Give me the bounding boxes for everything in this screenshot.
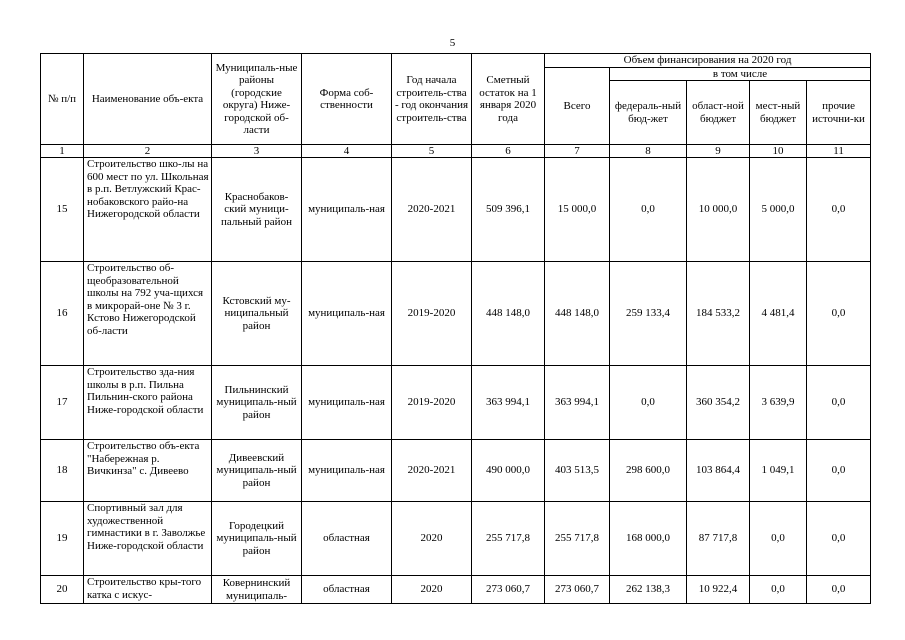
row-number: 19 bbox=[41, 502, 84, 576]
column-index: 1 bbox=[41, 145, 84, 158]
funding-total: 15 000,0 bbox=[545, 158, 610, 262]
header-local: мест-ный бюджет bbox=[750, 81, 807, 145]
other-sources: 0,0 bbox=[807, 158, 871, 262]
header-ownership: Форма соб-ственности bbox=[302, 54, 392, 145]
local-budget: 5 000,0 bbox=[750, 158, 807, 262]
regional-budget: 360 354,2 bbox=[687, 366, 750, 440]
estimate-balance: 255 717,8 bbox=[472, 502, 545, 576]
header-federal: федераль-ный бюд-жет bbox=[610, 81, 687, 145]
column-index: 8 bbox=[610, 145, 687, 158]
estimate-balance: 509 396,1 bbox=[472, 158, 545, 262]
funding-table bbox=[40, 53, 871, 604]
other-sources: 0,0 bbox=[807, 576, 871, 604]
other-sources: 0,0 bbox=[807, 262, 871, 366]
object-name: Строительство об-щеобразовательной школы на 792 уча-щихся в микрорай-оне № 3 г. Кстово Нижегородской об-ласти bbox=[84, 262, 212, 366]
column-index: 10 bbox=[750, 145, 807, 158]
header-including: в том числе bbox=[610, 67, 871, 81]
years: 2020 bbox=[392, 502, 472, 576]
column-index: 7 bbox=[545, 145, 610, 158]
table-row bbox=[41, 502, 871, 576]
funding-total: 363 994,1 bbox=[545, 366, 610, 440]
federal-budget: 168 000,0 bbox=[610, 502, 687, 576]
regional-budget: 87 717,8 bbox=[687, 502, 750, 576]
object-name: Строительство объ-екта "Набережная р. Вичкинза" с. Дивеево bbox=[84, 440, 212, 502]
federal-budget: 262 138,3 bbox=[610, 576, 687, 604]
object-name: Строительство шко-лы на 600 мест по ул. Школьная в р.п. Ветлужский Крас-нобаковского райо-на Нижегородской области bbox=[84, 158, 212, 262]
years: 2020-2021 bbox=[392, 158, 472, 262]
funding-total: 403 513,5 bbox=[545, 440, 610, 502]
header-num: № п/п bbox=[41, 54, 84, 145]
estimate-balance: 490 000,0 bbox=[472, 440, 545, 502]
local-budget: 0,0 bbox=[750, 502, 807, 576]
object-name: Спортивный зал для художественной гимнастики в г. Заволжье Ниже-городской области bbox=[84, 502, 212, 576]
federal-budget: 259 133,4 bbox=[610, 262, 687, 366]
header-district: Муниципаль-ные районы (городские округа) Ниже-городской об-ласти bbox=[212, 54, 302, 145]
column-index: 11 bbox=[807, 145, 871, 158]
local-budget: 3 639,9 bbox=[750, 366, 807, 440]
regional-budget: 103 864,4 bbox=[687, 440, 750, 502]
years: 2019-2020 bbox=[392, 366, 472, 440]
ownership: областная bbox=[302, 576, 392, 604]
federal-budget: 298 600,0 bbox=[610, 440, 687, 502]
column-index-row bbox=[41, 145, 871, 158]
table-row bbox=[41, 262, 871, 366]
ownership: муниципаль-ная bbox=[302, 366, 392, 440]
years: 2020-2021 bbox=[392, 440, 472, 502]
regional-budget: 184 533,2 bbox=[687, 262, 750, 366]
district: Дивеевский муниципаль-ный район bbox=[212, 440, 302, 502]
column-index: 6 bbox=[472, 145, 545, 158]
row-number: 15 bbox=[41, 158, 84, 262]
column-index: 2 bbox=[84, 145, 212, 158]
estimate-balance: 448 148,0 bbox=[472, 262, 545, 366]
row-number: 18 bbox=[41, 440, 84, 502]
local-budget: 4 481,4 bbox=[750, 262, 807, 366]
header-estimate: Сметный остаток на 1 января 2020 года bbox=[472, 54, 545, 145]
years: 2020 bbox=[392, 576, 472, 604]
district: Краснобаков-ский муници-пальный район bbox=[212, 158, 302, 262]
table-row bbox=[41, 366, 871, 440]
row-number: 20 bbox=[41, 576, 84, 604]
years: 2019-2020 bbox=[392, 262, 472, 366]
funding-total: 255 717,8 bbox=[545, 502, 610, 576]
page-number: 5 bbox=[449, 37, 456, 49]
row-number: 17 bbox=[41, 366, 84, 440]
header-years: Год начала строитель-ства - год окончания строитель-ства bbox=[392, 54, 472, 145]
local-budget: 0,0 bbox=[750, 576, 807, 604]
column-index: 9 bbox=[687, 145, 750, 158]
other-sources: 0,0 bbox=[807, 440, 871, 502]
other-sources: 0,0 bbox=[807, 502, 871, 576]
table-row bbox=[41, 440, 871, 502]
ownership: муниципаль-ная bbox=[302, 158, 392, 262]
regional-budget: 10 922,4 bbox=[687, 576, 750, 604]
header-regional: област-ной бюджет bbox=[687, 81, 750, 145]
column-index: 4 bbox=[302, 145, 392, 158]
district: Городецкий муниципаль-ный район bbox=[212, 502, 302, 576]
object-name: Строительство зда-ния школы в р.п. Пильна Пильнин-ского района Ниже-городской области bbox=[84, 366, 212, 440]
header-other: прочие источни-ки bbox=[807, 81, 871, 145]
estimate-balance: 273 060,7 bbox=[472, 576, 545, 604]
ownership: областная bbox=[302, 502, 392, 576]
regional-budget: 10 000,0 bbox=[687, 158, 750, 262]
local-budget: 1 049,1 bbox=[750, 440, 807, 502]
funding-total: 273 060,7 bbox=[545, 576, 610, 604]
header-name: Наименование объ-екта bbox=[84, 54, 212, 145]
ownership: муниципаль-ная bbox=[302, 262, 392, 366]
header-total: Всего bbox=[545, 67, 610, 145]
header-funding-group: Объем финансирования на 2020 год bbox=[545, 54, 871, 68]
column-index: 3 bbox=[212, 145, 302, 158]
district: Кстовский му-ниципальный район bbox=[212, 262, 302, 366]
table-row bbox=[41, 576, 871, 604]
other-sources: 0,0 bbox=[807, 366, 871, 440]
estimate-balance: 363 994,1 bbox=[472, 366, 545, 440]
district: Ковернинский муниципаль- bbox=[212, 576, 302, 604]
district: Пильнинский муниципаль-ный район bbox=[212, 366, 302, 440]
column-index: 5 bbox=[392, 145, 472, 158]
table-row bbox=[41, 158, 871, 262]
federal-budget: 0,0 bbox=[610, 366, 687, 440]
ownership: муниципаль-ная bbox=[302, 440, 392, 502]
object-name: Строительство кры-того катка с искус- bbox=[84, 576, 212, 604]
row-number: 16 bbox=[41, 262, 84, 366]
funding-total: 448 148,0 bbox=[545, 262, 610, 366]
federal-budget: 0,0 bbox=[610, 158, 687, 262]
